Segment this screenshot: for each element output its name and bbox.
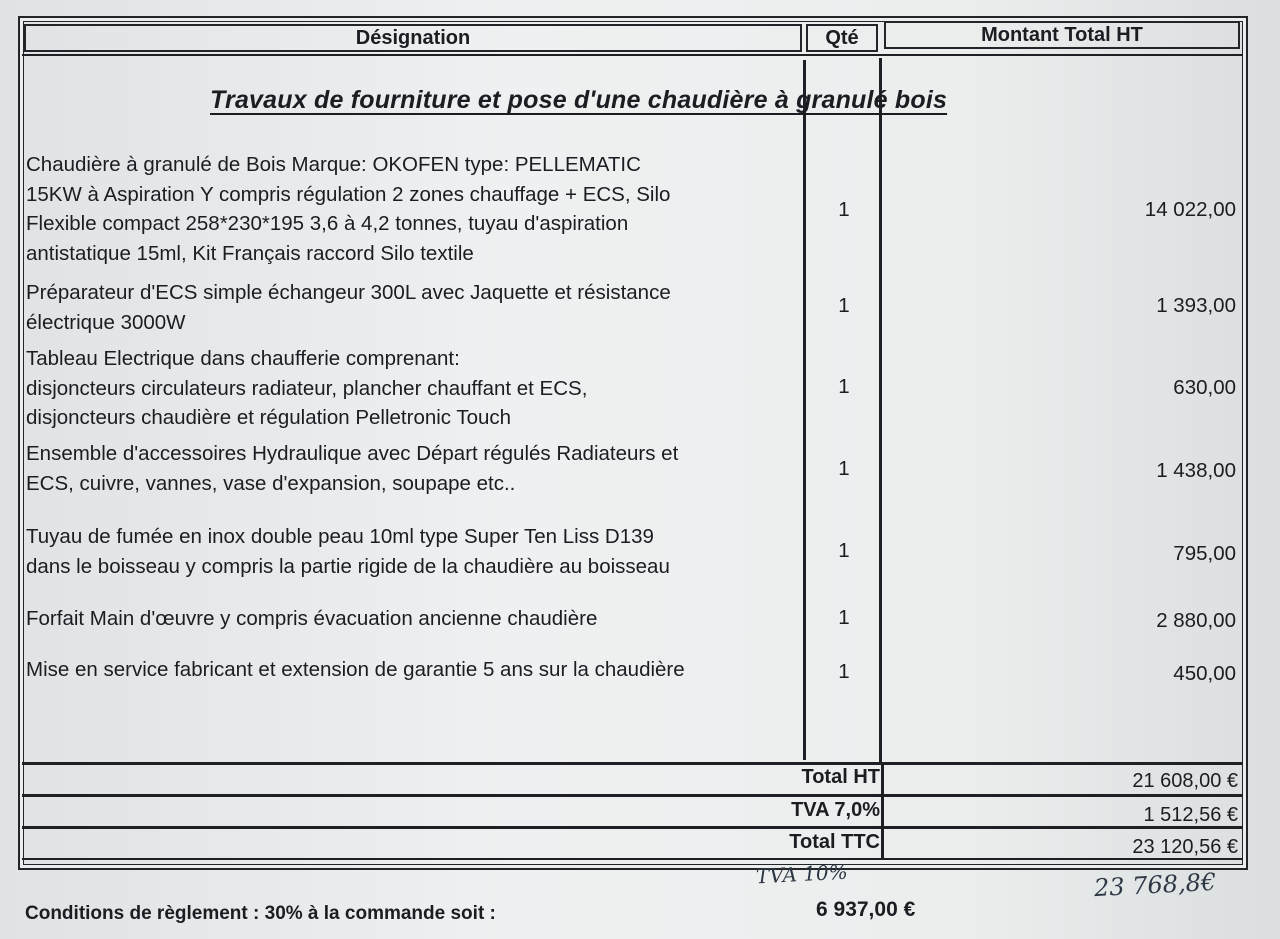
total-ht-label: Total HT [801, 766, 880, 788]
payment-conditions-label: Conditions de règlement : 30% à la commande soit : [25, 903, 496, 924]
item-qty: 1 [838, 375, 850, 398]
totals-divider [881, 762, 884, 860]
item-amount: 630,00 [1173, 376, 1236, 399]
item-qty: 1 [838, 606, 850, 629]
handwritten-ttc-note: 23 768,8€ [1093, 867, 1217, 903]
total-ht-value: 21 608,00 € [1132, 770, 1238, 792]
item-description: Tuyau de fumée en inox double peau 10ml type Super Ten Liss D139 dans le boisseau y compris la partie rigide de la chaudière au boisseau [26, 525, 670, 578]
item-amount: 2 880,00 [1156, 609, 1236, 632]
item-amount: 450,00 [1173, 662, 1236, 685]
item-qty: 1 [838, 457, 850, 480]
item-description: Préparateur d'ECS simple échangeur 300L avec Jaquette et résistance électrique 3000W [26, 281, 671, 334]
item-amount: 14 022,00 [1144, 198, 1236, 221]
tva-label: TVA 7,0% [791, 799, 880, 821]
tva-value: 1 512,56 € [1143, 804, 1238, 826]
header-divider [22, 54, 1242, 56]
item-amount: 1 438,00 [1156, 459, 1236, 482]
payment-conditions-value: 6 937,00 € [816, 898, 916, 921]
item-description: Chaudière à granulé de Bois Marque: OKOFEN type: PELLEMATIC 15KW à Aspiration Y compris régulation 2 zones chauffage + ECS, Silo Flexible compact 258*230*195 3,6 à 4,2 tonnes, tuyau d'aspiration antistatique 15ml, Kit Français raccord Silo textile [26, 153, 671, 265]
handwritten-tva-note: TVA 10% [755, 859, 849, 889]
section-title: Travaux de fourniture et pose d'une chaudière à granulé bois [210, 86, 948, 114]
item-amount: 1 393,00 [1156, 294, 1236, 317]
header-amount: Montant Total HT [884, 21, 1240, 49]
item-description: Mise en service fabricant et extension de garantie 5 ans sur la chaudière [26, 658, 685, 681]
totals-rule [22, 826, 1242, 829]
item-qty: 1 [838, 294, 850, 317]
total-ttc-value: 23 120,56 € [1132, 836, 1238, 858]
totals-rule [22, 794, 1242, 797]
header-qty: Qté [806, 24, 878, 52]
item-description: Ensemble d'accessoires Hydraulique avec Départ régulés Radiateurs et ECS, cuivre, vannes, vase d'expansion, soupape etc.. [26, 442, 679, 495]
column-divider-qty-right [879, 58, 882, 762]
item-qty: 1 [838, 539, 850, 562]
item-qty: 1 [838, 198, 850, 221]
totals-bottom-rule [22, 858, 1242, 860]
item-amount: 795,00 [1173, 542, 1236, 565]
item-description: Tableau Electrique dans chaufferie comprenant: disjoncteurs circulateurs radiateur, plancher chauffant et ECS, disjoncteurs chaudière et régulation Pelletronic Touch [26, 347, 588, 429]
item-description: Forfait Main d'œuvre y compris évacuation ancienne chaudière [26, 607, 598, 630]
total-ttc-label: Total TTC [789, 831, 880, 853]
header-designation: Désignation [24, 24, 802, 52]
totals-top-rule [22, 762, 1242, 765]
item-qty: 1 [838, 660, 850, 683]
